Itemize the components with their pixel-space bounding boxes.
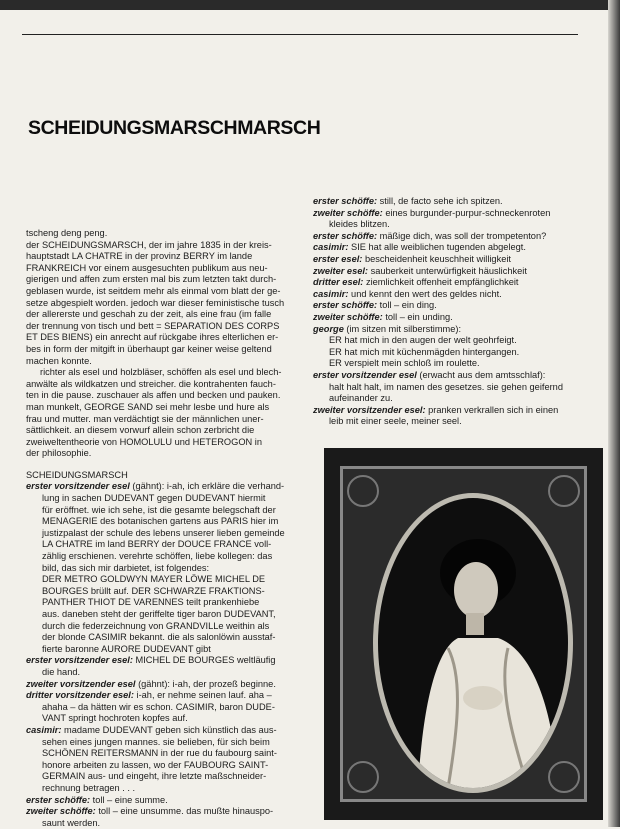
dialogue-text: saunt werden. [42, 817, 101, 828]
intro-line: der SCHEIDUNGSMARSCH, der im jahre 1835 in der kreis- [26, 239, 272, 250]
dialogue-line [26, 702, 304, 714]
speaker-name: erster schöffe: [313, 196, 378, 206]
dialogue-line [26, 713, 304, 725]
speaker-name: zweiter vorsitzender esel [26, 678, 136, 689]
speaker-name: dritter esel: [313, 277, 364, 288]
dialogue-line [26, 551, 304, 563]
top-edge-bar [0, 0, 620, 10]
dialogue-text: rechnung betragen . . . [42, 782, 136, 793]
dialogue-line [313, 208, 585, 220]
dialogue-line [26, 748, 304, 760]
dialogue-line [26, 586, 304, 598]
dialogue-text: SIE hat alle weiblichen tugenden abgelegt. [348, 242, 526, 253]
dialogue-text: i-ah, er nehme seinen lauf. aha – [133, 690, 272, 701]
dialogue-text: ziemlichkeit offenheit empfänglichkeit [363, 277, 519, 288]
dialogue-text: für eröffnet. wie ich sehe, ist die gesamte belegschaft der [42, 504, 276, 515]
dialogue-text: VANT springt hochroten kopfes auf. [42, 713, 188, 724]
dialogue-line [26, 667, 304, 679]
dialogue-text: toll – eine summe. [90, 794, 168, 805]
dialogue-text: pranken verkrallen sich in einen [425, 404, 559, 415]
speaker-name: casimir: [313, 288, 349, 299]
dialogue-text: die hand. [42, 666, 81, 677]
dialogue-text: lung in sachen DUDEVANT gegen DUDEVANT hiermit [42, 493, 266, 504]
intro-line: man munkelt, GEORGE SAND sei mehr lesbe und hure als [26, 401, 270, 412]
dialogue-text: kleides blitzen. [329, 219, 390, 230]
ornate-frame [340, 466, 587, 802]
dialogue-line [26, 771, 304, 783]
intro-line: geblasen wurde, ist seitdem mehr als einmal vom blatt der ge- [26, 285, 281, 296]
dialogue-line [313, 416, 585, 428]
page-title: SCHEIDUNGSMARSCHMARSCH [28, 117, 321, 139]
intro-line: bes in form der mitgift in überhaupt gar keiner weise geltend [26, 343, 272, 354]
dialogue-line [26, 481, 304, 493]
woman-figure-icon [378, 498, 568, 788]
dialogue-line [26, 644, 304, 656]
dialogue-text: (im sitzen mit silberstimme): [343, 323, 462, 334]
speaker-name: erster schöffe: [26, 794, 91, 805]
dialogue-line [313, 277, 585, 289]
dialogue-line [26, 818, 304, 829]
dialogue-line [26, 597, 304, 609]
intro-line: ET DES BIENS) ein anrecht auf rückgabe ihres elterlichen er- [26, 332, 279, 343]
speaker-name: erster schöffe: [313, 300, 378, 311]
dialogue-line [26, 516, 304, 528]
intro-line: ten in die pause. zuschauer als affen und becken und pauken. [26, 390, 281, 401]
intro-line: gierigen und affen zum ersten mal bis zum letzten takt durch- [26, 274, 277, 285]
oval-portrait-of-woman [373, 493, 573, 793]
dialogue-line [313, 231, 585, 243]
dialogue-line [26, 760, 304, 772]
dialogue-text: ER hat mich in den augen der welt geohrfeigt. [329, 335, 517, 346]
intro-line: richter als esel und holzbläser, schöffen als esel und blech- [40, 367, 282, 378]
intro-line: setze abgespielt worden. jedoch war dieser feministische tusch [26, 297, 285, 308]
dialogue-line [26, 505, 304, 517]
dialogue-line [26, 737, 304, 749]
dialogue-text: still, de facto sehe ich spitzen. [377, 196, 503, 206]
dialogue-text: und kennt den wert des geldes nicht. [348, 288, 502, 299]
dialogue-line [313, 347, 585, 359]
dialogue-line [313, 196, 585, 208]
dialogue-line [313, 405, 585, 417]
frame-ornament [347, 761, 379, 793]
dialogue-line [26, 725, 304, 737]
speaker-name: erster schöffe: [313, 230, 378, 241]
dialogue-line [26, 679, 304, 691]
dialogue-left [26, 481, 304, 829]
right-column [313, 196, 585, 428]
speaker-name: erster esel: [313, 253, 363, 264]
page-spine-shadow [608, 0, 620, 827]
dialogue-line [26, 621, 304, 633]
intro-line: hauptstadt LA CHATRE in der provinz BERRY im lande [26, 251, 253, 262]
dialogue-text: bescheidenheit keuschheit willigkeit [362, 253, 511, 264]
dialogue-line [313, 335, 585, 347]
intro-line: der philosophie. [26, 448, 92, 459]
framed-portrait-image [324, 448, 603, 820]
dialogue-line [26, 806, 304, 818]
frame-ornament [347, 475, 379, 507]
dialogue-line [313, 300, 585, 312]
dialogue-text: LA CHATRE im land BERRY der DOUCE FRANCE voll- [42, 539, 272, 550]
intro-line: frau und mutter. man verdächtigt sie der männlichen uner- [26, 413, 264, 424]
dialogue-text: honore arbeiten zu lassen, wo der FAUBOURG SAINT- [42, 759, 269, 770]
speaker-name: zweiter vorsitzender esel: [313, 404, 426, 415]
dialogue-text: leib mit einer seele, meiner seel. [329, 416, 462, 427]
dialogue-text: mäßige dich, was soll der trompetenton? [377, 230, 547, 241]
dialogue-line [26, 632, 304, 644]
speaker-name: george [313, 323, 344, 334]
dialogue-text: DER METRO GOLDWYN MAYER LÖWE MICHEL DE [42, 574, 266, 585]
intro-line: sättlichkeit. an diesem vorwurf allein schon zerbricht die [26, 425, 255, 436]
dialogue-line [313, 289, 585, 301]
intro-line: der allererste und geschah zu der zeit, als eine frau (im falle [26, 309, 272, 320]
dialogue-text: aus. daneben steht der geriffelte tiger baron DUDEVANT, [42, 609, 276, 619]
dialogue-text: sauberkeit unterwürfigkeit häuslichkeit [368, 265, 527, 276]
dialogue-text: halt halt halt, im namen des gesetzes. sie gehen geifernd [329, 381, 563, 392]
speaker-name: erster vorsitzender esel [313, 369, 417, 380]
dialogue-text: aufeinander zu. [329, 393, 393, 404]
intro-line: machen konnte. [26, 355, 92, 366]
dialogue-line [26, 539, 304, 551]
dialogue-line [313, 312, 585, 324]
frame-ornament [548, 761, 580, 793]
dialogue-line [26, 563, 304, 575]
dialogue-text: toll – ein ding. [377, 300, 437, 311]
dialogue-text: (gähnt): i-ah, der prozeß beginne. [135, 678, 276, 689]
dialogue-text: BOURGES brüllt auf. DER SCHWARZE FRAKTIONS- [42, 585, 265, 596]
speaker-name: casimir: [26, 724, 62, 735]
dialogue-line [313, 219, 585, 231]
dialogue-line [313, 266, 585, 278]
speaker-name: erster vorsitzender esel [26, 481, 130, 492]
dialogue-line [313, 254, 585, 266]
dialogue-line [26, 609, 304, 621]
dialogue-line [313, 382, 585, 394]
section-heading: SCHEIDUNGSMARSCH [26, 469, 128, 480]
intro-line: zweiweltentheorie von HOMOLULU und HETEROGON in [26, 436, 262, 447]
intro-line: FRANKREICH vor einem ausgesuchten publikum aus neu- [26, 262, 268, 273]
dialogue-line [26, 655, 304, 667]
dialogue-line [313, 393, 585, 405]
header-rule [22, 34, 578, 35]
speaker-name: dritter vorsitzender esel: [26, 690, 134, 701]
dialogue-line [26, 493, 304, 505]
dialogue-text: eines burgunder-purpur-schneckenroten [382, 207, 551, 218]
dialogue-line [26, 795, 304, 807]
dialogue-text: bild, das sich mir darbietet, ist folgendes: [42, 562, 210, 573]
speaker-name: zweiter schöffe: [313, 207, 383, 218]
speaker-name: erster vorsitzender esel: [26, 655, 133, 666]
dialogue-text: madame DUDEVANT geben sich künstlich das aus- [61, 724, 277, 735]
intro-line: der trennung von tisch und bett = SEPARATION DES CORPS [26, 320, 280, 331]
dialogue-text: ER hat mich mit küchenmägden hintergangen. [329, 346, 520, 357]
intro-line: anwälte als wildkatzen und streicher. die kontrahenten fauch- [26, 378, 276, 389]
dialogue-text: (erwacht aus dem amtsschlaf): [416, 369, 546, 380]
intro-line: tscheng deng peng. [26, 228, 108, 238]
dialogue-line [313, 358, 585, 370]
dialogue-line [26, 783, 304, 795]
dialogue-text: PANTHER THIOT DE VARENNES teilt prankenhiebe [42, 597, 260, 608]
dialogue-text: der blonde CASIMIR bekannt. die als salonlöwin ausstaf- [42, 632, 276, 643]
dialogue-text: GERMAIN aus- und eingeht, ihre letzte maßschneider- [42, 771, 267, 782]
speaker-name: casimir: [313, 242, 349, 253]
dialogue-text: MICHEL DE BOURGES weltläufig [132, 655, 276, 666]
dialogue-line [26, 690, 304, 702]
dialogue-text: ahaha – da hätten wir es schon. CASIMIR, baron DUDE- [42, 701, 275, 712]
dialogue-text: durch die federzeichnung von GRANDVILLe weithin als [42, 620, 270, 631]
dialogue-line [26, 528, 304, 540]
dialogue-line [26, 574, 304, 586]
intro-paragraphs [26, 228, 304, 460]
dialogue-text: MENAGERIE des botanischen gartens aus PARIS hier im [42, 516, 279, 527]
dialogue-text: toll – eine unsumme. das mußte hinauspo- [95, 806, 274, 817]
dialogue-text: sehen eines jungen mannes. sie belieben, für sich beim [42, 736, 270, 747]
speaker-name: zweiter schöffe: [26, 806, 96, 817]
dialogue-text: toll – ein unding. [382, 311, 453, 322]
dialogue-line [313, 370, 585, 382]
dialogue-text: (gähnt): i-ah, ich erkläre die verhand- [129, 481, 285, 492]
speaker-name: zweiter esel: [313, 265, 369, 276]
left-column [26, 228, 304, 829]
dialogue-text: fierte baronne AURORE DUDEVANT gibt [42, 643, 211, 654]
frame-ornament [548, 475, 580, 507]
dialogue-text: SCHÖNEN REITERSMANN in der rue du faubourg saint- [42, 748, 277, 759]
dialogue-line [313, 242, 585, 254]
dialogue-text: ER verspielt mein schloß im roulette. [329, 358, 480, 369]
dialogue-line [313, 324, 585, 336]
dialogue-text: justizpalast der schule des lebens unserer lieben gemeinde [42, 527, 285, 538]
speaker-name: zweiter schöffe: [313, 311, 383, 322]
dialogue-right [313, 196, 585, 428]
dialogue-text: zählig erschienen. verehrte schöffen, liebe kollegen: das [42, 551, 273, 562]
